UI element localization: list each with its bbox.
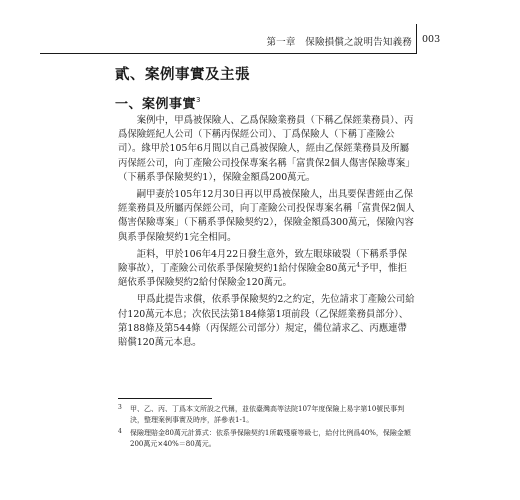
text-line: 由乙保經業務員及所屬丙保經公司，向丁產險公司投保專案名稱 <box>118 189 413 215</box>
footnote-ref: 3 <box>196 96 201 104</box>
footnote <box>118 404 418 426</box>
text-line: 險金額爲200萬元。 <box>231 171 316 183</box>
paragraph <box>118 248 416 291</box>
paragraph <box>118 188 416 245</box>
text-line: 系爭保險事故），丁產險公司依系爭保險契約1給付保險金80萬 <box>118 248 407 275</box>
page-number: 003 <box>422 34 441 45</box>
footnote-rule <box>118 398 212 399</box>
header-rule <box>40 53 416 54</box>
text-line: 業務員部分）、第188條及第544條（丙保經公司部分）規定， <box>118 308 409 334</box>
footnotes <box>118 404 418 452</box>
text-line: 員）、丙爲保險經紀人公司（下稱丙保經公司）、丁爲保險人 <box>118 115 414 141</box>
paragraph <box>118 114 416 185</box>
body-text <box>118 114 416 350</box>
footnote <box>118 428 418 450</box>
footnote-line: 爲40%，保險金額200萬元×40%＝80萬元。 <box>130 429 411 448</box>
running-header <box>0 6 520 52</box>
subsection-title <box>115 93 201 112</box>
text-line: 備位請求乙、丙應連帶賠償120萬元本息。 <box>118 322 407 349</box>
text-line: （下稱丁產險公司）。緣甲於105年6月間以自己爲被保險人， <box>118 129 395 155</box>
text-line: 險公司給付120萬元本息；次依民法第184條第1項前段（乙保經 <box>118 294 415 320</box>
subsection-title-text: 一、案例事實 <box>115 97 197 112</box>
text-line: 予甲，惟拒絕依系爭保險契約2給付保險金120萬元。 <box>118 263 407 289</box>
footnote-line: 保險理賠金80萬元計算式：依系爭保險契約1所載殘廢等級七，給付比例 <box>130 429 354 437</box>
paragraph <box>118 293 416 350</box>
section-title: 貳、案例事實及主張 <box>115 67 250 83</box>
footnote-number: 3 <box>118 404 122 411</box>
text-line: 經由乙保經業務員及所屬丙保經公司，向丁產險公司投保專案名 <box>118 143 410 169</box>
text-line: 詎料，甲於106年4月22日發生意外，致左眼球破裂（下稱 <box>136 248 379 260</box>
footnote-line: 字第10號民事判決，整理案例事實及時序，詳參表1-1。 <box>130 405 405 424</box>
text-line: 金額爲300萬元，保險內容與系爭保險契約1完全相同。 <box>118 217 414 243</box>
header-divider <box>416 24 417 54</box>
text-line: 嗣甲妻於105年12月30日再以甲爲被保險人，出具要保書經 <box>136 189 385 201</box>
text-line: 「富貴保2個人傷害保險專案」（下稱系爭保險契約2），保險 <box>118 203 415 229</box>
footnote-ref: 4 <box>356 262 361 270</box>
text-line: 甲爲此提告求償，依系爭保險契約2之約定，先位請求丁產 <box>136 294 378 306</box>
text-line: 稱「富貴保2個人傷害保險專案」（下稱系爭保險契約1），保 <box>118 157 415 183</box>
footnote-line: 甲、乙、丙、丁爲本文所設之代稱，並依臺灣高等法院107年度保險上易 <box>130 405 354 413</box>
running-title: 第一章 保險損償之說明告知義務 <box>266 37 412 48</box>
text-line: 案例中，甲爲被保險人、乙爲保險業務員（下稱乙保經業務 <box>136 115 381 126</box>
text-line: 元 <box>346 263 357 275</box>
footnote-number: 4 <box>118 428 122 435</box>
